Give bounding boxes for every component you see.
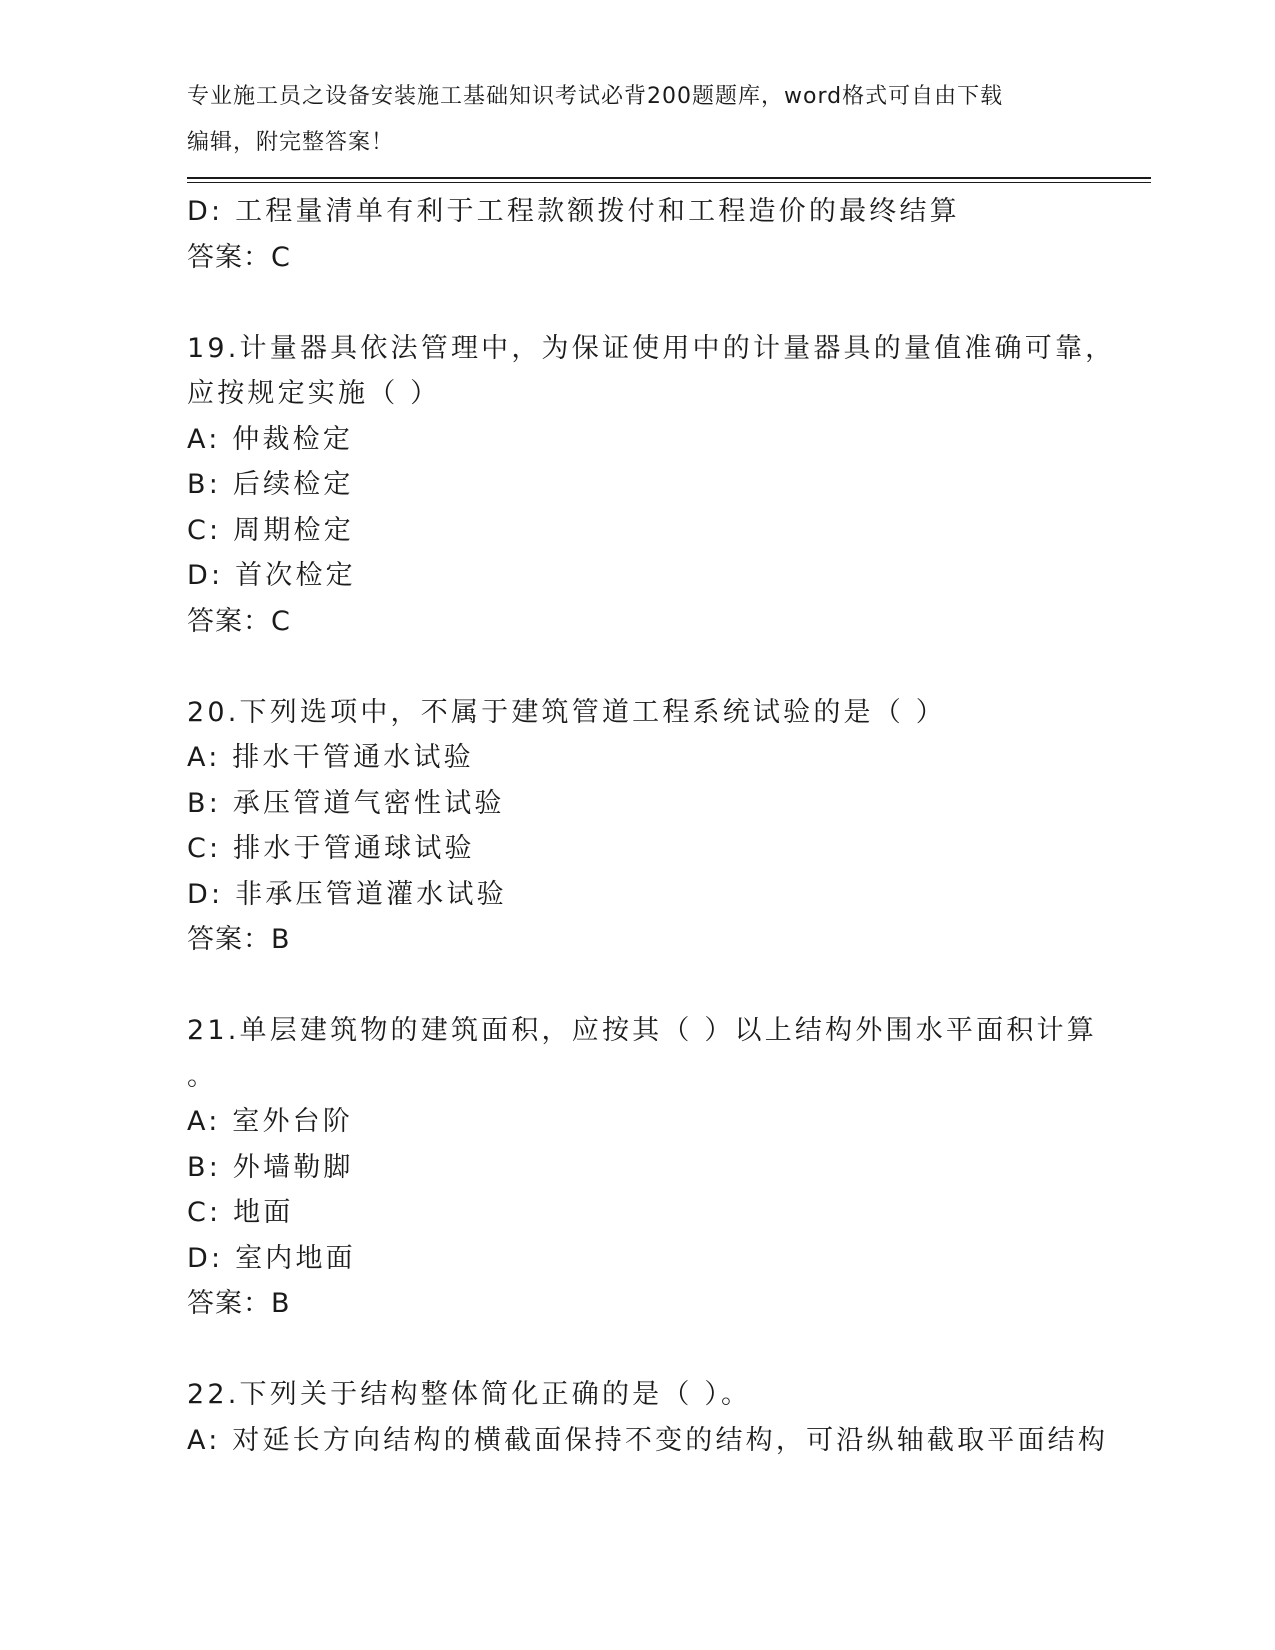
header-rule-thick bbox=[187, 177, 1151, 179]
option-line: D: 首次检定 bbox=[187, 560, 356, 591]
answer-line: 答案：B bbox=[187, 924, 291, 955]
option-line: D: 室内地面 bbox=[187, 1242, 356, 1274]
answer-line: 答案：C bbox=[187, 605, 291, 637]
option-line: B: 后续检定 bbox=[187, 469, 354, 500]
question-line: 22.下列关于结构整体简化正确的是（ ）。 bbox=[187, 1379, 752, 1410]
option-line: A: 仲裁检定 bbox=[187, 423, 354, 455]
blank-line bbox=[187, 1327, 1151, 1373]
answer-line: 答案：C bbox=[187, 241, 291, 273]
option-line: B: 外墙勒脚 bbox=[187, 1151, 354, 1183]
answer-line: 答案：B bbox=[187, 1288, 291, 1319]
header-rule-thin bbox=[187, 182, 1151, 183]
header-line-2: 编辑，附完整答案！ bbox=[187, 129, 395, 155]
question-line: 。 bbox=[187, 1060, 218, 1092]
option-line: D: 非承压管道灌水试验 bbox=[187, 878, 507, 910]
option-line: C: 周期检定 bbox=[187, 514, 354, 546]
blank-line bbox=[187, 963, 1151, 1009]
question-line: 21.单层建筑物的建筑面积，应按其（ ）以上结构外围水平面积计算 bbox=[187, 1015, 1097, 1046]
question-line: 20.下列选项中，不属于建筑管道工程系统试验的是（ ） bbox=[187, 696, 946, 728]
option-line: A: 排水干管通水试验 bbox=[187, 742, 474, 773]
option-line: A: 对延长方向结构的横截面保持不变的结构，可沿纵轴截取平面结构 bbox=[187, 1424, 1109, 1456]
question-line: 19.计量器具依法管理中，为保证使用中的计量器具的量值准确可靠， bbox=[187, 332, 1116, 364]
option-line: B: 承压管道气密性试验 bbox=[187, 787, 505, 819]
option-line: D: 工程量清单有利于工程款额拨付和工程造价的最终结算 bbox=[187, 196, 960, 227]
header-line-1: 专业施工员之设备安装施工基础知识考试必背200题题库，word格式可自由下载 bbox=[187, 84, 1004, 109]
blank-line bbox=[187, 644, 1151, 690]
document-header bbox=[187, 74, 1087, 165]
blank-line bbox=[187, 280, 1151, 326]
option-line: C: 排水于管通球试验 bbox=[187, 833, 475, 864]
option-line: C: 地面 bbox=[187, 1197, 294, 1228]
question-list bbox=[187, 189, 1151, 1463]
option-line: A: 室外台阶 bbox=[187, 1106, 354, 1137]
question-line: 应按规定实施（ ） bbox=[187, 378, 441, 409]
